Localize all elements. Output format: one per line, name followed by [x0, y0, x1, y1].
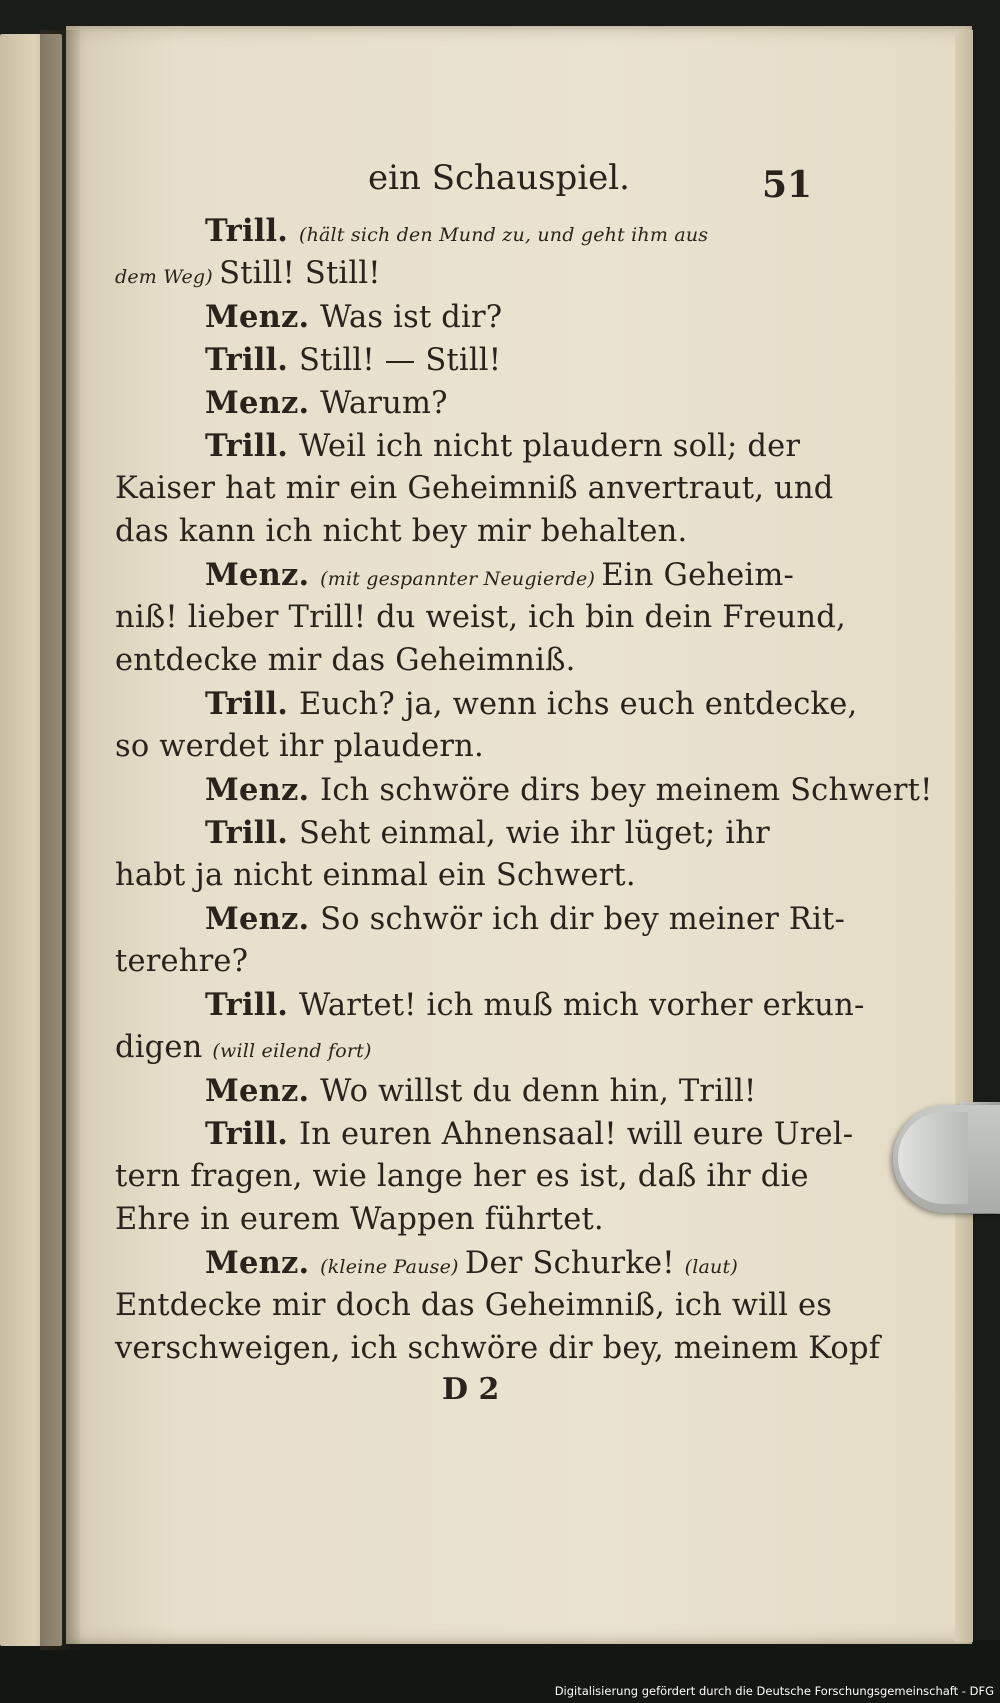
speaker-name: Menz.	[205, 299, 321, 335]
dialogue-text: Seht einmal, wie ihr lüget; ihr	[298, 816, 770, 851]
text-line	[205, 1116, 853, 1152]
dialogue-text: Der Schurke!	[464, 1246, 685, 1281]
text-line	[205, 815, 770, 851]
dialogue-text: habt ja nicht einmal ein Schwert.	[115, 858, 636, 893]
dialogue-text: Still! Still!	[219, 256, 381, 291]
stage-direction: dem Weg)	[115, 266, 220, 288]
page-number: 51	[762, 164, 813, 206]
dialogue-text: In euren Ahnensaal! will eure Urel-	[298, 1117, 854, 1152]
text-line	[115, 1159, 809, 1194]
dialogue-text: Still! — Still!	[298, 343, 502, 378]
speaker-name: Trill.	[205, 342, 299, 378]
dialogue-text: entdecke mir das Geheimniß.	[115, 643, 576, 678]
dialogue-text: tern fragen, wie lange her es ist, daß ihr die	[115, 1159, 809, 1194]
speaker-name: Menz.	[205, 772, 321, 808]
text-line	[115, 256, 381, 291]
dialogue-text: so werdet ihr plaudern.	[115, 729, 484, 764]
speaker-name: Trill.	[205, 815, 299, 851]
text-line	[205, 385, 448, 421]
speaker-name: Menz.	[205, 557, 321, 593]
dialogue-text: niß! lieber Trill! du weist, ich bin dein Freund,	[115, 600, 846, 635]
text-line	[205, 1245, 738, 1281]
text-line	[205, 1073, 757, 1109]
stage-direction: (mit gespannter Neugierde)	[320, 568, 602, 590]
dialogue-text: Ich schwöre dirs bey meinem Schwert!	[320, 773, 933, 808]
speaker-name: Menz.	[205, 1073, 321, 1109]
text-line	[115, 1331, 880, 1366]
text-line	[205, 557, 794, 593]
speaker-name: Trill.	[205, 686, 299, 722]
text-line	[205, 772, 933, 808]
dialogue-text: verschweigen, ich schwöre dir bey, meinem Kopf	[115, 1331, 881, 1366]
text-line	[115, 944, 248, 979]
signature-mark: D 2	[442, 1372, 500, 1407]
text-line	[115, 600, 846, 635]
speaker-name: Menz.	[205, 901, 321, 937]
text-line	[115, 643, 576, 678]
dialogue-text: Euch? ja, wenn ichs euch entdecke,	[298, 687, 858, 722]
text-line	[115, 514, 687, 549]
stage-direction: (hält sich den Mund zu, und geht ihm aus	[298, 224, 709, 246]
speaker-name: Trill.	[205, 428, 299, 464]
running-title: ein Schauspiel.	[368, 158, 630, 198]
dialogue-text: das kann ich nicht bey mir behalten.	[115, 514, 688, 549]
dialogue-text: Entdecke mir doch das Geheimniß, ich will es	[115, 1288, 833, 1323]
page-fore-edge	[955, 30, 973, 1642]
text-line	[115, 729, 484, 764]
text-line	[115, 858, 636, 893]
dialogue-text: Wartet! ich muß mich vorher erkun-	[298, 988, 865, 1023]
text-line	[205, 342, 501, 378]
dialogue-text: digen	[115, 1030, 213, 1065]
text-line	[205, 428, 800, 464]
stage-direction: (will eilend fort)	[212, 1040, 372, 1062]
text-line	[205, 901, 845, 937]
speaker-name: Trill.	[205, 987, 299, 1023]
dialogue-text: terehre?	[115, 944, 249, 979]
dialogue-text: Kaiser hat mir ein Geheimniß anvertraut, und	[115, 471, 834, 506]
digitization-footer: Digitalisierung gefördert durch die Deutsche Forschungsgemeinschaft - DFG	[554, 1684, 994, 1698]
dialogue-text: Warum?	[320, 386, 448, 421]
text-line	[115, 1030, 372, 1065]
text-line	[115, 1202, 604, 1237]
dialogue-text: So schwör ich dir bey meiner Rit-	[320, 902, 845, 937]
stage-direction: (kleine Pause)	[320, 1256, 465, 1278]
text-line	[205, 213, 708, 249]
text-line	[205, 987, 864, 1023]
text-line	[115, 471, 833, 506]
dialogue-text: Ein Geheim-	[601, 558, 794, 593]
dialogue-text: Ehre in eurem Wappen führtet.	[115, 1202, 604, 1237]
dialogue-text: Was ist dir?	[320, 300, 503, 335]
speaker-name: Menz.	[205, 385, 321, 421]
stage-direction: (laut)	[684, 1256, 738, 1278]
text-line	[115, 1288, 832, 1323]
dialogue-text: Weil ich nicht plaudern soll; der	[298, 429, 801, 464]
text-line	[205, 299, 502, 335]
speaker-name: Trill.	[205, 213, 299, 249]
text-line	[205, 686, 857, 722]
book-gutter	[40, 30, 80, 1650]
speaker-name: Trill.	[205, 1116, 299, 1152]
speaker-name: Menz.	[205, 1245, 321, 1281]
dialogue-text: Wo willst du denn hin, Trill!	[320, 1074, 757, 1109]
